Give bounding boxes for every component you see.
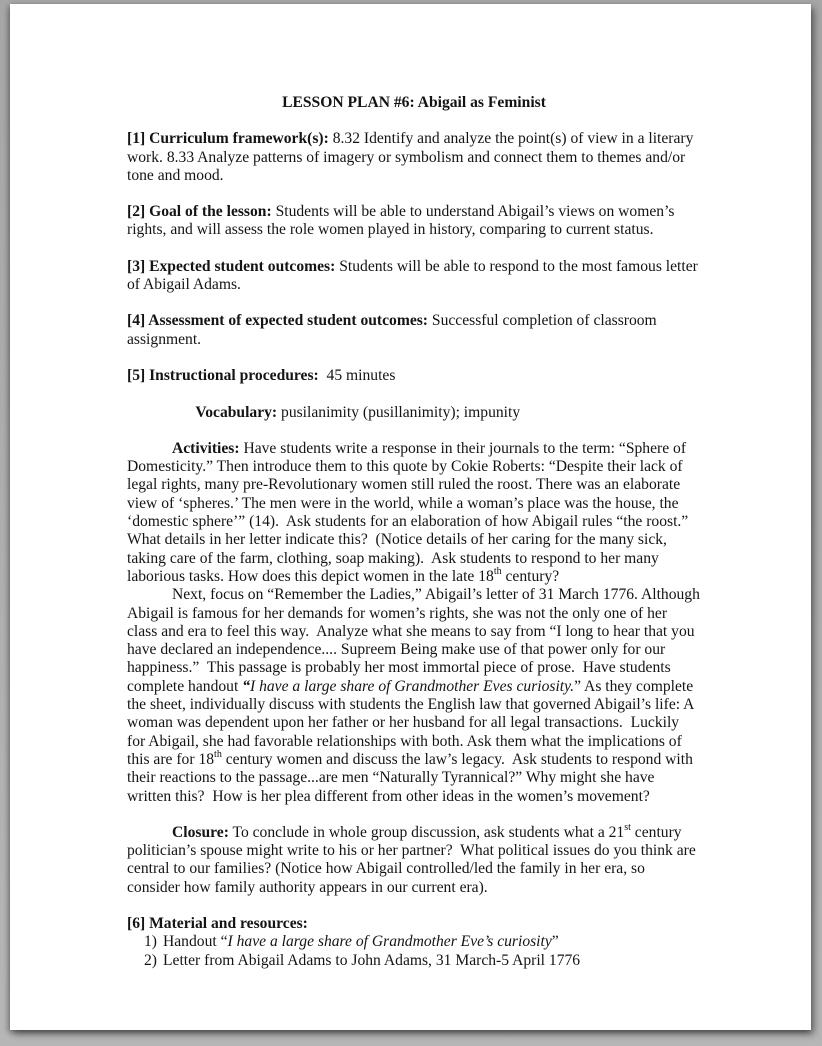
section-label: [1] Curriculum framework(s): [127,130,329,148]
document-content [127,94,701,970]
list-item [127,952,701,970]
page-title: LESSON PLAN #6: Abigail as Feminist [282,94,546,111]
superscript-th: th [214,749,222,761]
section-text: Students will be able to respond to the most famous letter of Abigail Adams. [127,257,702,294]
section-text: Successful completion of classroom assignment. [127,312,661,348]
bold-open-quote: “ [242,677,250,695]
section-text: 45 minutes [318,366,396,384]
section-label: [2] Goal of the lesson: [127,203,272,221]
list-number: 1) [144,933,157,951]
procedures-line [127,367,395,384]
paragraph-assessment [127,312,701,349]
activities-text-1: Have students write a response in their journals to the term: “Sphere of Domesticity.” Then introduce them to this quote by Cokie Roberts: “Despite their lack of legal rights, many pre-Revolutionary women still ruled the roost. There was an elaborate view of ‘spheres.’ The men were in the world, while a woman’s place was the house, the ‘domestic sphere’” (14). Ask students for an elaboration of how Abigail rules “the roost.” What details in her letter indicate this? (Notice details of her caring for the many sick, taking care of the farm, clothing, soap making). Ask students to respond to her many laborious tasks. How does this depict women in the late 18 [127,439,692,585]
list-text-post: ” [551,933,559,951]
section-label: [4] Assessment of expected student outcomes: [127,312,429,330]
section-label: [3] Expected student outcomes: [127,257,336,275]
paragraph-closure [127,824,701,897]
list-text: Letter from Abigail Adams to John Adams, 31 March-5 April 1776 [163,951,581,969]
paragraph-goal [127,203,701,240]
handout-title-italic: I have a large share of Grandmother Eves curiosity. [249,677,575,695]
paragraph-materials-header [127,915,701,933]
vocabulary-text: pusilanimity (pusillanimity); impunity [277,403,521,421]
list-text: Handout “ [163,933,228,951]
paragraph-curriculum-frameworks [127,130,701,185]
paragraph-instructional-procedures [127,367,701,422]
list-text-italic: I have a large share of Grandmother Eve’s curiosity [227,933,552,951]
closure-label: Closure: [172,823,229,841]
closure-text-2: century politician’s spouse might write to his or her partner? What political issues do you think are central to our families? (Notice how Abigail controlled/led the family in her era, so consider how family authority appears in our current era). [127,823,700,896]
document-page [10,4,811,1030]
section-label: [5] Instructional procedures: [127,366,319,384]
next-text-1: Next, focus on “Remember the Ladies,” Abigail’s letter of 31 March 1776. Although Abigail is famous for her demands for women’s rights, she was not the only one of her class and era to feel this way. Analyze what she means to say from “I long to hear that you have declared an independence.... Supreem Being make use of that power only for our happiness.” This passage is probably her most immortal piece of prose. Have students complete handout [127,586,703,695]
activities-text-2: century? [501,567,560,585]
section-text: 8.32 Identify and analyze the point(s) of view in a literary work. 8.33 Analyze patterns of imagery or symbolism and connect them to themes and/or tone and mood. [127,130,698,184]
vocabulary-label: Vocabulary: [195,403,278,421]
superscript-st: st [624,822,631,834]
paragraph-remember-the-ladies [127,586,701,806]
list-item [127,933,701,951]
next-text-2: ” As they complete the sheet, individually discuss with students the English law that governed Abigail’s life: A woman was dependent upon her father or her husband for all legal transactions. Luckily for Abigail, she had favorable relationships with both. Ask them what the implications of this are for 18 [127,677,698,768]
activities-label: Activities: [172,439,240,457]
superscript-th: th [493,566,502,578]
closure-text-1: To conclude in whole group discussion, ask students what a 21 [228,823,625,841]
list-number: 2) [144,951,157,969]
vocabulary-line [150,404,520,421]
paragraph-activities [127,440,701,586]
section-label: [6] Material and resources: [127,914,308,932]
section-text: Students will be able to understand Abigail’s views on women’s rights, and will assess the role women played in history, comparing to current status. [127,203,679,239]
next-text-3: century women and discuss the law’s legacy. Ask students to respond with their reactions to the passage...are men “Naturally Tyrannical?” Why might she have written this? How is her plea different from other ideas in the women’s movement? [127,750,697,805]
paragraph-expected-outcomes [127,258,701,295]
